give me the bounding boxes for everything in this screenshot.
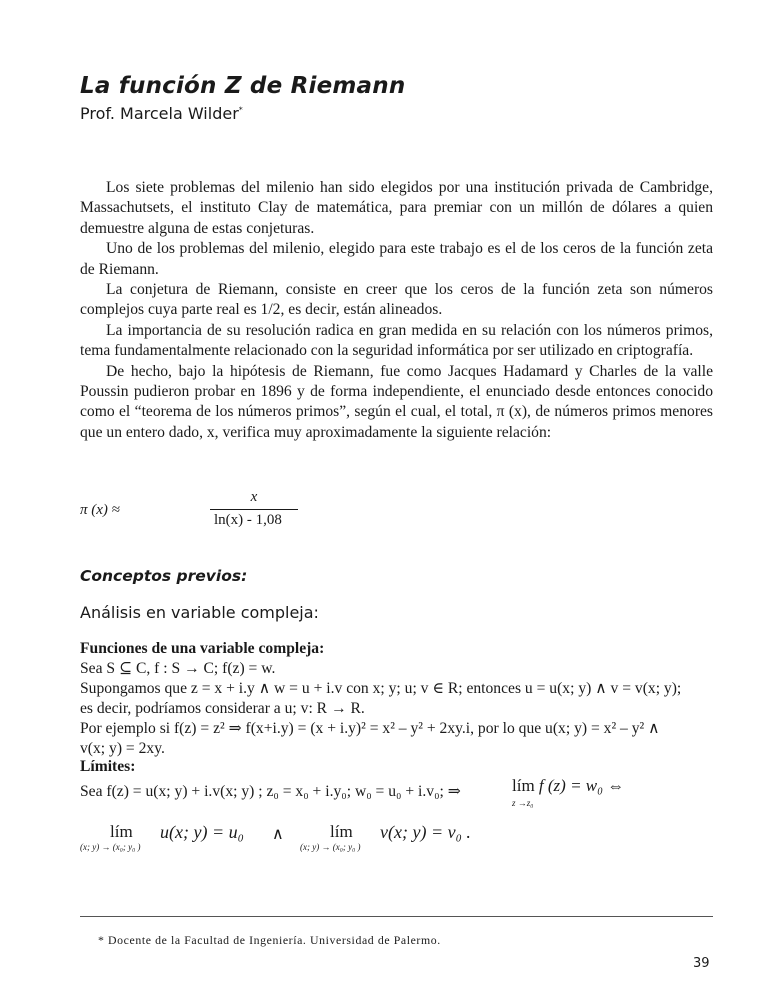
functions-section xyxy=(80,639,713,759)
paragraph: La importancia de su resolución radica en gran medida en su relación con los números primos, tema fundamentalmente relacionado con la seguridad informática por ser utilizado en criptografía. xyxy=(80,321,713,360)
section-heading: Conceptos previos: xyxy=(80,567,248,585)
limit-subscript: z →z₀ xyxy=(512,798,534,808)
footnote: * Docente de la Facultad de Ingeniería. Universidad de Palermo. xyxy=(98,933,441,947)
body-text xyxy=(80,178,713,443)
formula-numerator: x xyxy=(250,489,258,505)
formula-denominator: ln(x) - 1,08 xyxy=(214,512,282,528)
v-limit: v(x; y) = v₀ . xyxy=(380,822,471,842)
lim-word: lím xyxy=(512,776,535,795)
limits-heading: Límites: xyxy=(80,758,136,775)
paragraph: Uno de los problemas del milenio, elegido para este trabajo es el de los ceros de la función zeta de Riemann. xyxy=(80,240,713,278)
page-title: La función Z de Riemann xyxy=(80,73,406,99)
paragraph: De hecho, bajo la hipótesis de Riemann, fue como Jacques Hadamard y Charles de la valle Poussin pudieron probar en 1896 y de forma independiente, el enunciado desde entonces conocido como el “teorema de los números primos”, según el cual, el total, π (x), de números primos menores que un entero dado, x, verifica muy aproximadamente la siguiente relación: xyxy=(80,362,713,441)
author-line xyxy=(80,104,243,123)
fraction-bar xyxy=(210,509,298,510)
functions-heading: Funciones de una variable compleja: xyxy=(80,640,325,657)
subsection-heading: Análisis en variable compleja: xyxy=(80,603,319,622)
footnote-marker: * xyxy=(238,105,243,115)
functions-line: Sea S ⊆ C, f : S → C; f(z) = w. xyxy=(80,660,276,677)
paragraph: La conjetura de Riemann, consiste en creer que los ceros de la función zeta son números complejos cuya parte real es 1/2, es decir, están alineados. xyxy=(80,281,713,319)
limit-rhs: f (z) = w₀ ⇔ xyxy=(538,776,625,795)
functions-line: es decir, podríamos considerar a u; v: R → R. xyxy=(80,700,365,717)
u-limit: u(x; y) = u₀ xyxy=(160,822,244,842)
functions-line: Por ejemplo si f(z) = z² ⇒ f(x+i.y) = (x + i.y)² = x² – y² + 2xy.i, por lo que u(x; y) = x² – y² ∧ xyxy=(80,720,660,737)
author-name: Prof. Marcela Wilder xyxy=(80,104,239,123)
limits-definition: Sea f(z) = u(x; y) + i.v(x; y) ; z₀ = x₀ + i.y₀; w₀ = u₀ + i.v₀; ⇒ xyxy=(80,783,461,800)
limit-expression xyxy=(512,776,624,796)
paragraph: Los siete problemas del milenio han sido elegidos por una institución privada de Cambridge, Massachutsets, el instituto Clay de matemática, para premiar con un millón de dólares a quien demuestre alguna de estas conjeturas. xyxy=(80,179,713,237)
and-symbol: ∧ xyxy=(272,826,284,843)
v-limit-subscript: (x; y) → (x₀; y₀ ) xyxy=(300,842,361,852)
lim-word: lím xyxy=(330,822,353,841)
footnote-divider xyxy=(80,916,713,917)
formula-lhs: π (x) ≈ xyxy=(80,502,120,518)
functions-line: v(x; y) = 2xy. xyxy=(80,740,165,757)
functions-line: Supongamos que z = x + i.y ∧ w = u + i.v con x; y; u; v ∈ R; entonces u = u(x; y) ∧ v = v(x; y); xyxy=(80,680,682,697)
u-limit-subscript: (x; y) → (x₀; y₀ ) xyxy=(80,842,141,852)
prime-number-formula xyxy=(80,489,280,533)
page-number: 39 xyxy=(693,956,710,971)
lim-word: lím xyxy=(110,822,133,841)
